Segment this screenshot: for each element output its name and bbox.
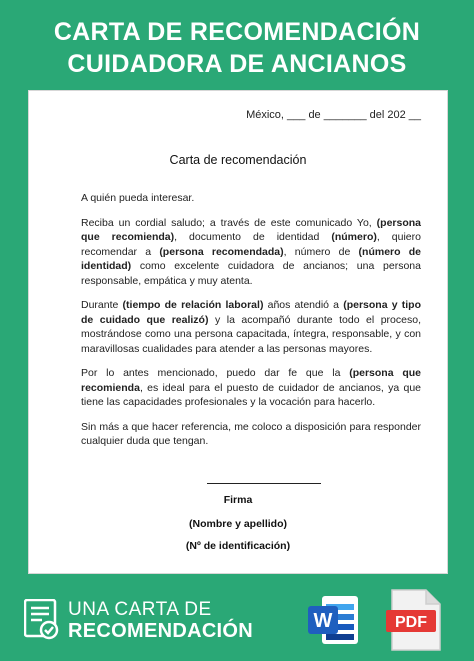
brand-line1: UNA CARTA DE — [68, 599, 212, 620]
brand-line2: RECOMENDACIÓN — [68, 620, 254, 642]
signature-name: (Nombre y apellido) — [188, 518, 287, 530]
letter-paragraph-3: Por lo antes mencionado, puedo dar fe que la (persona que recomienda, es ideal para el puesto de cuidador de ancianos, ya que tiene las capacidades profesionales y la vocación para hacerlo. — [81, 367, 421, 408]
signature-id: (Nº de identificación) — [185, 540, 291, 552]
letter-date: México, ___ de _______ del 202 __ — [246, 109, 421, 121]
header-title-line2: CUIDADORA DE ANCIANOS — [67, 50, 407, 78]
signature-firma: Firma — [223, 494, 253, 506]
letter-title: Carta de recomendación — [169, 153, 307, 167]
header-title-line1: CARTA DE RECOMENDACIÓN — [53, 18, 421, 46]
letter-greeting: A quién pueda interesar. — [81, 192, 195, 204]
letter-paragraph-4: Sin más a que hacer referencia, me coloco a disposición para responder cualquier duda que tengan. — [81, 420, 421, 447]
letter-document — [28, 90, 448, 574]
footer-bar — [0, 578, 474, 661]
header-banner — [0, 0, 474, 88]
word-icon[interactable] — [306, 592, 360, 648]
word-icon-letter: W — [313, 610, 333, 632]
letter-paragraph-2: Durante (tiempo de relación laboral) años atendió a (persona y tipo de cuidado que realizó) y la acompañó durante todo el proceso, mostrándose como una persona capacitada, íntegra, responsable, y con maravillosas cualidades para atender a las personas mayores. — [81, 299, 421, 355]
letter-paragraph-1: Reciba un cordial saludo; a través de este comunicado Yo, (persona que recomienda), documento de identidad (número), quiero recomendar a (persona recomendada), número de (número de identidad) como excelente cuidadora de ancianos; una persona responsable, empática y muy atenta. — [81, 216, 422, 287]
letter-body — [81, 191, 421, 459]
pdf-icon[interactable] — [384, 588, 446, 652]
pdf-icon-label: PDF — [395, 614, 427, 631]
certificate-icon — [24, 599, 60, 641]
signature-line — [207, 483, 321, 484]
